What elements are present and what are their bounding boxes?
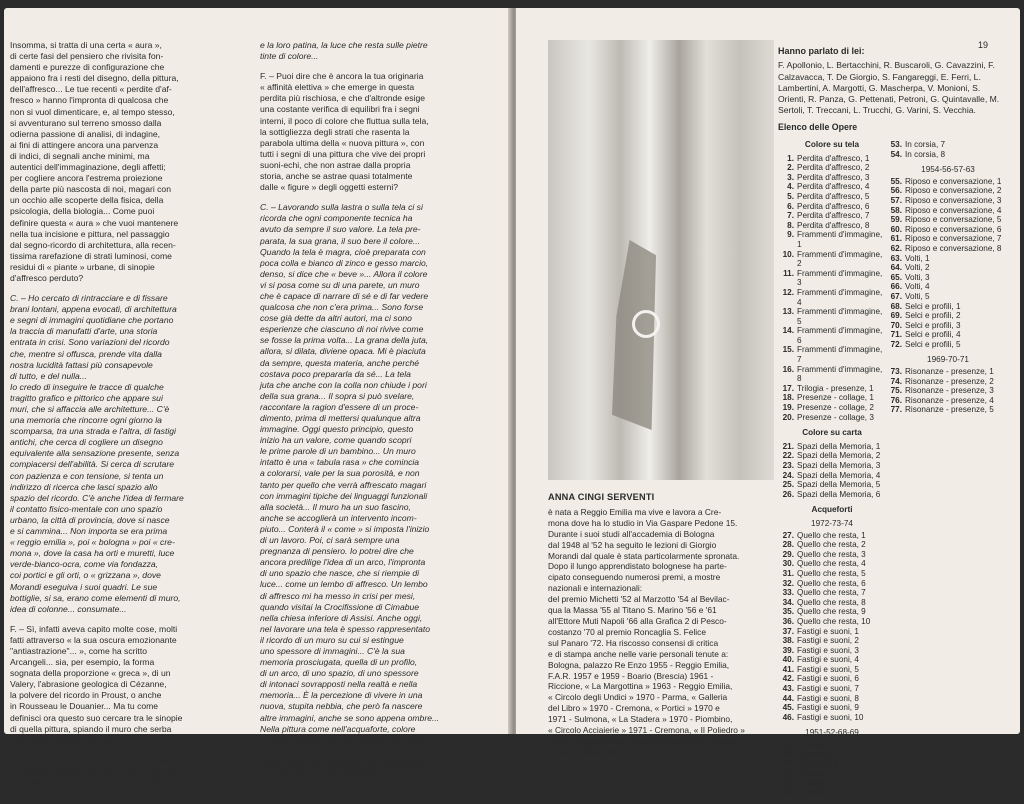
work-item xyxy=(778,307,886,326)
work-number: 42. xyxy=(782,674,794,684)
works-list xyxy=(886,177,1010,350)
work-item xyxy=(886,254,1010,264)
work-item xyxy=(778,192,886,202)
work-item xyxy=(886,330,1010,340)
work-item xyxy=(886,244,1010,254)
work-number: 32. xyxy=(782,578,794,588)
work-item xyxy=(778,703,886,713)
work-title: Quello che resta, 4 xyxy=(797,559,866,569)
work-number: 26. xyxy=(782,489,794,499)
work-number: 15. xyxy=(782,345,794,355)
paragraph: Insomma, si tratta di una certa « aura », di certe fasi del pensiero che rivisita fon- damenti e purezze di configurazione che appaiono fra i resti del disegno, della pittura, dell'affresco... Le tue recenti « perdite d'af- fresco » hanno l'impronta di qualcosa che non si vuol dimenticare, e, al tempo stesso, si avventurano sul terreno smosso dalla odierna passione di analisi, di indagine, ai fini di attingere ancora una parvenza di indici, di segnali anche minimi, ma autentici dell'immaginazione, degli affetti; per cogliere ancora l'estrema proiezione della parte più nascosta di noi, magari con un occhio alle scoperte della fisica, della psicologia, della biologia... Come puoi definire questa « aura » che vuoi mantenere nella tua incisione e pittura, nel passaggio dal segno-ricordo di architettura, alla recen- tissima rarefazione di strati luminosi, come residui di « piante » urbane, di sinopie d'affresco perduto? xyxy=(10,40,179,283)
work-title: Volti, 4 xyxy=(905,282,930,292)
works-section-heading: Colore su tela xyxy=(804,140,860,149)
work-title: Riposo e conversazione, 4 xyxy=(905,205,1002,215)
work-title: Selci e profili, 2 xyxy=(905,311,961,321)
work-number: 12. xyxy=(782,287,794,297)
work-title: Riposo e conversazione, 3 xyxy=(905,195,1002,205)
work-item xyxy=(778,202,886,212)
work-item xyxy=(778,442,886,452)
work-item xyxy=(778,769,886,779)
work-number: 43. xyxy=(782,684,794,694)
work-item xyxy=(778,471,886,481)
work-number: 22. xyxy=(782,451,794,461)
work-item xyxy=(778,211,886,221)
work-title: Presenze - collage, 3 xyxy=(797,412,874,422)
work-item xyxy=(778,665,886,675)
work-title: In corsia, 5 xyxy=(797,778,838,788)
work-number: 19. xyxy=(782,403,794,413)
work-item xyxy=(886,196,1010,206)
work-number: 36. xyxy=(782,616,794,626)
work-item xyxy=(778,694,886,704)
work-number: 74. xyxy=(890,376,902,386)
work-number: 53. xyxy=(890,140,902,149)
work-item xyxy=(886,225,1010,235)
work-item xyxy=(886,273,1010,283)
work-title: Frammenti d'immagine, 8 xyxy=(797,364,883,384)
work-item xyxy=(778,646,886,656)
work-title: Quello che resta, 9 xyxy=(797,607,866,617)
work-title: Perdita d'affresco, 5 xyxy=(797,191,870,201)
work-item xyxy=(886,206,1010,216)
work-title: Perdita d'affresco, 1 xyxy=(797,153,870,163)
work-item xyxy=(886,140,1010,150)
work-number: 55. xyxy=(890,176,902,186)
work-item xyxy=(778,531,886,541)
work-number: 6. xyxy=(787,201,794,211)
work-title: Risonanze - presenze, 5 xyxy=(905,405,994,415)
work-number: 59. xyxy=(890,215,902,225)
work-number: 60. xyxy=(890,224,902,234)
paragraph: F. – Puoi dire che è ancora la tua originaria « affinità elettiva » che emerge in questa perdita più rischiosa, e che d'altronde esige una costante verifica di equilibri fra i segni interni, il poco di colore che fluttua sulla tela, la sottigliezza degli strati che rasenta la parabola ultima della « nuova pittura », con tutti i segni di una pittura che vive dei propri suoni-echi, che non astrae dalla propria storia, anche se astrae quasi totalmente dalle « figure » degli oggetti esterni? xyxy=(260,71,429,193)
work-number: 52. xyxy=(782,788,794,797)
work-item xyxy=(778,788,886,798)
work-title: Frammenti d'immagine, 7 xyxy=(797,345,883,365)
work-title: Fastigi e suoni, 4 xyxy=(797,655,859,665)
work-item xyxy=(886,215,1010,225)
work-item xyxy=(778,345,886,364)
work-item xyxy=(778,480,886,490)
work-title: Quello che resta, 3 xyxy=(797,549,866,559)
work-number: 18. xyxy=(782,393,794,403)
work-title: Risonanze - presenze, 3 xyxy=(905,386,994,396)
work-item xyxy=(778,598,886,608)
work-number: 41. xyxy=(782,664,794,674)
paragraph: C. – Sono ancora i muri di provincia italiana, ma anche europea, terrestre, che mi hanno interessato da sempre... la loro porosità xyxy=(10,754,179,787)
work-item xyxy=(778,326,886,345)
work-number: 62. xyxy=(890,243,902,253)
work-title: Riposo e conversazione, 6 xyxy=(905,224,1002,234)
work-number: 33. xyxy=(782,588,794,598)
work-number: 10. xyxy=(782,249,794,259)
work-number: 16. xyxy=(782,364,794,374)
work-title: In corsia, 2 xyxy=(797,749,838,759)
work-number: 24. xyxy=(782,470,794,480)
work-item xyxy=(886,321,1010,331)
work-item xyxy=(778,288,886,307)
work-item xyxy=(886,396,1010,406)
work-number: 51. xyxy=(782,778,794,788)
work-title: Presenze - collage, 2 xyxy=(797,403,874,413)
works-column-b xyxy=(886,140,1010,421)
work-number: 64. xyxy=(890,263,902,273)
work-item xyxy=(778,674,886,684)
works-years: 1951-52-68-69 xyxy=(805,728,859,738)
work-number: 44. xyxy=(782,693,794,703)
work-title: Fastigi e suoni, 6 xyxy=(797,674,859,684)
work-number: 69. xyxy=(890,311,902,321)
works-section-heading: Acqueforti xyxy=(811,505,853,515)
artist-biography xyxy=(548,492,776,758)
work-number: 61. xyxy=(890,234,902,244)
work-item xyxy=(886,150,1010,160)
work-item xyxy=(778,384,886,394)
work-number: 75. xyxy=(890,386,902,396)
works-years: 1969-70-71 xyxy=(927,355,969,365)
work-number: 34. xyxy=(782,597,794,607)
work-number: 27. xyxy=(782,530,794,540)
work-item xyxy=(778,393,886,403)
work-item xyxy=(778,740,886,750)
work-number: 65. xyxy=(890,272,902,282)
work-number: 76. xyxy=(890,395,902,405)
work-item xyxy=(778,461,886,471)
work-number: 11. xyxy=(783,268,794,278)
work-title: Trilogia - presenze, 1 xyxy=(797,383,874,393)
work-item xyxy=(778,173,886,183)
work-title: Fastigi e suoni, 7 xyxy=(797,684,859,694)
work-number: 48. xyxy=(782,749,794,759)
work-title: Volti, 2 xyxy=(905,263,930,273)
work-title: Frammenti d'immagine, 3 xyxy=(797,268,883,288)
work-number: 45. xyxy=(782,703,794,713)
work-number: 37. xyxy=(782,626,794,636)
work-title: Quello che resta, 2 xyxy=(797,540,866,550)
work-number: 17. xyxy=(782,383,794,393)
paragraph: e la loro patina, la luce che resta sulle pietre tinte di colore... xyxy=(260,40,428,62)
works-list xyxy=(886,367,1010,415)
work-title: Quello che resta, 10 xyxy=(797,616,871,626)
works-list xyxy=(778,740,886,798)
work-item xyxy=(886,340,1010,350)
work-item xyxy=(886,292,1010,302)
works-list xyxy=(778,531,886,723)
work-title: In corsia, 7 xyxy=(905,140,946,149)
work-title: Risonanze - presenze, 2 xyxy=(905,376,994,386)
work-item xyxy=(778,569,886,579)
work-title: Frammenti d'immagine, 5 xyxy=(797,307,883,326)
work-title: Quello che resta, 7 xyxy=(797,588,866,598)
work-number: 71. xyxy=(890,330,902,340)
critics-section xyxy=(778,46,1004,117)
work-number: 31. xyxy=(782,568,794,578)
work-title: Frammenti d'immagine, 6 xyxy=(797,326,883,345)
right-page xyxy=(516,8,1020,797)
page-number: 19 xyxy=(978,40,989,50)
works-section-heading: Colore su carta xyxy=(802,428,862,438)
work-title: In corsia, 8 xyxy=(905,149,946,159)
work-item xyxy=(778,588,886,598)
artwork-swirl xyxy=(632,310,660,338)
works-list xyxy=(886,140,1010,159)
work-number: 23. xyxy=(782,461,794,470)
work-number: 38. xyxy=(782,636,794,646)
work-number: 1. xyxy=(787,153,794,163)
work-item xyxy=(886,405,1010,415)
paragraph: F. – Sì, infatti aveva capito molte cose, molti fatti attraverso « la sua oscura emozionante "antiastrazione"... », come ha scritto Arcangeli... sia, per esempio, la forma sognata della proporzione « greca », di un Valery, l'abrasione geologica di Cézanne, la polvere del ricordo in Proust, o anche in Rousseau le Douanier... Ma tu come definisci ora questo suo cercare tra le sinopie di quella pittura, spiando il muro che serba solo tracce, poche impronte?... xyxy=(10,623,183,745)
work-item xyxy=(886,386,1010,396)
work-title: Quello che resta, 6 xyxy=(797,578,866,588)
work-number: 9. xyxy=(787,230,794,240)
work-title: Risonanze - presenze, 1 xyxy=(905,367,994,377)
work-title: Perdita d'affresco, 2 xyxy=(797,163,870,173)
work-number: 7. xyxy=(787,211,794,221)
artist-name: ANNA CINGI SERVENTI xyxy=(548,492,655,502)
work-item xyxy=(778,154,886,164)
left-page xyxy=(4,8,512,787)
work-title: Selci e profili, 3 xyxy=(905,320,961,330)
work-title: In corsia, 6 xyxy=(797,788,838,797)
work-title: Quello che resta, 8 xyxy=(797,597,866,607)
artwork-photo xyxy=(548,40,774,480)
work-title: Selci e profili, 4 xyxy=(905,330,961,340)
work-title: Fastigi e suoni, 5 xyxy=(797,664,859,674)
work-title: Spazi della Memoria, 6 xyxy=(797,489,881,499)
work-number: 47. xyxy=(782,740,794,750)
work-title: In corsia, 3 xyxy=(797,759,838,769)
works-list xyxy=(778,154,886,423)
work-item xyxy=(778,778,886,788)
work-item xyxy=(778,365,886,384)
work-item xyxy=(778,759,886,769)
work-title: Quello che resta, 5 xyxy=(797,568,866,578)
work-number: 14. xyxy=(782,326,794,336)
work-title: Riposo e conversazione, 5 xyxy=(905,215,1002,225)
work-number: 56. xyxy=(890,186,902,196)
work-title: Spazi della Memoria, 5 xyxy=(797,480,881,490)
work-item xyxy=(778,713,886,723)
work-item xyxy=(778,413,886,423)
work-number: 54. xyxy=(890,149,902,159)
work-number: 46. xyxy=(782,712,794,722)
work-number: 8. xyxy=(787,220,794,230)
work-title: In corsia, 4 xyxy=(797,768,838,778)
work-number: 58. xyxy=(890,205,902,215)
work-number: 21. xyxy=(782,441,794,451)
work-number: 4. xyxy=(787,182,794,192)
work-number: 77. xyxy=(890,405,902,415)
work-item xyxy=(778,540,886,550)
work-title: Perdita d'affresco, 4 xyxy=(797,182,870,192)
work-number: 2. xyxy=(787,163,794,173)
text-column-1 xyxy=(10,40,256,797)
work-item xyxy=(778,451,886,461)
work-title: Spazi della Memoria, 4 xyxy=(797,470,881,480)
work-number: 63. xyxy=(890,253,902,263)
work-number: 66. xyxy=(890,282,902,292)
works-years: 1972-73-74 xyxy=(811,518,853,528)
work-item xyxy=(886,186,1010,196)
work-title: Quello che resta, 1 xyxy=(797,530,866,540)
work-title: Fastigi e suoni, 3 xyxy=(797,645,859,655)
work-item xyxy=(886,177,1010,187)
work-item xyxy=(778,163,886,173)
work-item xyxy=(778,617,886,627)
work-number: 5. xyxy=(787,191,794,201)
work-item xyxy=(778,250,886,269)
work-title: Fastigi e suoni, 1 xyxy=(797,626,859,636)
work-number: 72. xyxy=(890,339,902,349)
work-title: Spazi della Memoria, 1 xyxy=(797,441,881,451)
work-title: Selci e profili, 1 xyxy=(905,301,961,311)
work-number: 29. xyxy=(782,549,794,559)
paragraph: C. – Ho cercato di rintracciare e di fissare brani lontani, appena evocati, di architettura e segni di immagini quotidiane che portano la traccia di manufatti d'arte, una storia entrata in crisi. Sono variazioni del ricordo che, mentre si offusca, prende vita dalla nostra lucidità fattasi più consapevole di tutto, e del nulla... Io credo di inseguire le tracce di qualche tragitto grafico e pittorico che appare sui muri, che si affaccia alle architetture... C'è una memoria che rincorre ogni giorno la scomparsa, tra una strada e l'altra, di fastigi antichi, che cerca di cogliere un disegno equivalente alla sensazione presente, senza compiacersi dell'abilità. Si cerca di scrutare con pazienza e con tensione, si tenta un indirizzo di ricerca che lasci spazio allo spazio del ricordo. C'è anche l'idea di fermare il contatto fisico-mentale con uno spazio urbano, la città di provincia, dove si nasce e si cammina... Non importa se era prima « reggio emilia », poi « bologna » poi « cre- mona », dove la casa ha orti e muretti, luce verde-bianco-ocra, come via fondazza, coi portici e gli orti, o « grizzana », dove Morandi eseguiva i suoi quadri. Le sue bottiglie, si sa, erano come elementi di muro, idea di colonne... consumate... xyxy=(10,293,184,614)
work-number: 39. xyxy=(782,645,794,655)
work-title: Perdita d'affresco, 3 xyxy=(797,172,870,182)
work-number: 20. xyxy=(782,412,794,422)
work-number: 73. xyxy=(890,367,902,377)
work-item xyxy=(886,311,1010,321)
text-column-2 xyxy=(260,40,504,788)
work-item xyxy=(886,234,1010,244)
work-number: 40. xyxy=(782,655,794,665)
work-item xyxy=(778,550,886,560)
work-item xyxy=(886,367,1010,377)
work-item xyxy=(778,655,886,665)
work-title: Presenze - collage, 1 xyxy=(797,393,874,403)
works-list xyxy=(778,442,886,500)
work-title: Riposo e conversazione, 8 xyxy=(905,243,1002,253)
work-title: Riposo e conversazione, 2 xyxy=(905,186,1002,196)
work-number: 68. xyxy=(890,301,902,311)
work-title: Fastigi e suoni, 8 xyxy=(797,693,859,703)
works-years: 1954-56-57-63 xyxy=(921,165,975,175)
work-number: 49. xyxy=(782,759,794,769)
biography-text: è nata a Reggio Emilia ma vive e lavora a Cre- mona dove ha lo studio in Via Gaspare Pedone 15. Durante i suoi studi all'accademia di Bologna dal 1948 al '52 ha seguito le lezioni di Giorgio Morandi dal quale è stata particolarmente spronata. Dopo il lungo apprendistato bolognese ha parte- cipato conseguendo numerosi premi, a mostre nazionali e internazionali: del premio Michetti '52 al Marzotto '54 al Bevilac- qua la Massa '55 al Titano S. Marino '56 e '61 all'Ettore Muti Napoli '66 alla Grafica 2 di Pesco- costanzo '70 al premio Roncaglia S. Felice sul Panaro '72. Ha riscosso consensi di critica e di stampa anche nelle varie personali tenute a: Bologna, palazzo Re Enzo 1955 - Reggio Emilia, F.A.R. 1957 e 1959 - Boario (Brescia) 1961 - Riccione, « La Margottina » 1963 - Reggio Emilia, « Circolo degli Undici » 1970 - Parma, « Galleria del Libro » 1970 - Cremona, « Portici » 1970 e 1971 - Sulmona, « La Stadera » 1970 - Piombino, « Circolo Acciaierie » 1971 - Cremona, « Il Poliedro » 1973 - Reggio Emilia, Palazzo Gabbi 1974 - Roma, Incontro d'Arte, 1975. xyxy=(548,506,745,757)
works-list-title: Elenco delle Opere xyxy=(778,122,858,132)
work-number: 28. xyxy=(782,540,794,550)
work-number: 35. xyxy=(782,607,794,617)
work-title: Frammenti d'immagine, 2 xyxy=(797,249,883,269)
paragraph: C. – Lavorando sulla lastra o sulla tela ci si ricorda che ogni componente tecnica ha avuto da sempre il suo valore. La tela pre- parata, la sua grana, il suo bere il colore... Quando la tela è magra, cioè preparata con poca colla e bianco di zinco e gesso marcio, denso, si dice che « beve »... Allora il colore vi si posa come su di una parete, un muro che è capace di narrare di sé e di far vedere qualcosa che non c'era prima... Sono forse cose già dette da altri autori, ma ci sono esperienze che ciascuno di noi rivive come se fosse la prima volta... La grana della juta, allora, si dilata, diviene opaca. Mi è piaciuta da sempre, questa materia, anche perché costava poco prepararla da sé... La tela juta che anche con la colla non chiude i pori della sua grana... Il sopra si può svelare, raccontare la ragion d'essere di un proce- dimento, prima di mettersi qualunque altra immagine. Oggi questo principio, questo inizio ha un valore, come quando scopri le prime parole di un bambino... Un muro intatto è una « tabula rasa » che comincia a colorarsi, vale per la sua porosità, e non tanto per quello che verrà affrescato magari con immagini tipiche dei linguaggi funzionali alla società... Il muro ha un suo fascino, anche se accoglierà un intervento incom- piuto... Conterà il « come » si imposta l'inizio di un lavoro. Poi, ci sarà sempre una pregnanza di pensiero. Io potrei dire che ancora predilige l'idea di un arco, l'impronta di uno spazio che nasce, che si riempie di luce... come un lembo di affresco. Un lembo di affresco mi ha messo in crisi per mesi, quando visitai la Crocifissione di Cimabue nella chiesa inferiore di Assisi. Anche oggi, nel lavorare una tela è spesso rappresentato il ricordo di un muro su cui si estingue uno spessore di immagini... C'è la sua memoria prosciugata, quella di un profilo, di un arco, di uno spazio, di uno spessore di intonaci sovrapposti nella realtà e nella memoria... È la percezione di vivere in una nuova, stupita nebbia, che però fa nascere altre immagini, anche se sono appena ombre... Nella pittura come nell'acquaforte, colore e segno seguono itinerari, profili, resti porosi di muri, di strumenti musicali simili ad altri fastigi usciti dalle botteghe degli intagliatori, de « picapreda », dei frescanti... xyxy=(260,202,440,778)
work-title: Perdita d'affresco, 6 xyxy=(797,201,870,211)
work-title: Riposo e conversazione, 7 xyxy=(905,234,1002,244)
critics-list: F. Apollonio, L. Bertacchini, R. Buscaroli, G. Cavazzini, F. Calzavacca, T. De Giorgio, S. Fangareggi, E. Ferri, L. Lambertini, A. Margotti, G. Mascherpa, V. Monioni, S. Orienti, R. Panza, G. Pettenati, Petroni, G. Quintavalle, M. Sertoli, T. Treccani, L. Trucchi, G. Varini, S. Vecchia. xyxy=(778,60,1000,116)
work-number: 25. xyxy=(782,480,794,490)
work-title: Selci e profili, 5 xyxy=(905,339,961,349)
work-item xyxy=(778,221,886,231)
work-title: In corsia, 1 xyxy=(797,740,838,750)
work-number: 67. xyxy=(890,291,902,301)
work-title: Spazi della Memoria, 2 xyxy=(797,451,881,461)
work-title: Perdita d'affresco, 8 xyxy=(797,220,870,230)
work-item xyxy=(778,607,886,617)
work-title: Fastigi e suoni, 9 xyxy=(797,703,859,713)
work-title: Frammenti d'immagine, 1 xyxy=(797,230,883,249)
work-title: Risonanze - presenze, 4 xyxy=(905,395,994,405)
work-number: 50. xyxy=(782,768,794,778)
work-item xyxy=(778,269,886,288)
work-item xyxy=(778,559,886,569)
work-title: Fastigi e suoni, 2 xyxy=(797,636,859,646)
work-item xyxy=(778,636,886,646)
work-title: Fastigi e suoni, 10 xyxy=(797,712,864,722)
work-item xyxy=(778,182,886,192)
work-item xyxy=(778,750,886,760)
work-title: Perdita d'affresco, 7 xyxy=(797,211,870,221)
critics-title: Hanno parlato di lei: xyxy=(778,46,865,56)
work-item xyxy=(886,263,1010,273)
work-number: 13. xyxy=(782,307,794,317)
work-number: 57. xyxy=(890,195,902,205)
work-item xyxy=(778,403,886,413)
work-number: 3. xyxy=(787,172,794,182)
work-title: Spazi della Memoria, 3 xyxy=(797,461,881,470)
work-title: Frammenti d'immagine, 4 xyxy=(797,287,883,307)
work-item xyxy=(886,302,1010,312)
work-title: Riposo e conversazione, 1 xyxy=(905,176,1002,186)
work-number: 70. xyxy=(890,320,902,330)
work-title: Volti, 1 xyxy=(905,253,930,263)
work-number: 30. xyxy=(782,559,794,569)
work-title: Volti, 5 xyxy=(905,291,930,301)
works-column-a xyxy=(778,140,886,804)
work-item xyxy=(778,230,886,249)
work-item xyxy=(778,579,886,589)
work-item xyxy=(778,684,886,694)
work-item xyxy=(778,627,886,637)
work-item xyxy=(778,490,886,500)
work-item xyxy=(886,282,1010,292)
work-title: Volti, 3 xyxy=(905,272,930,282)
work-item xyxy=(886,377,1010,387)
